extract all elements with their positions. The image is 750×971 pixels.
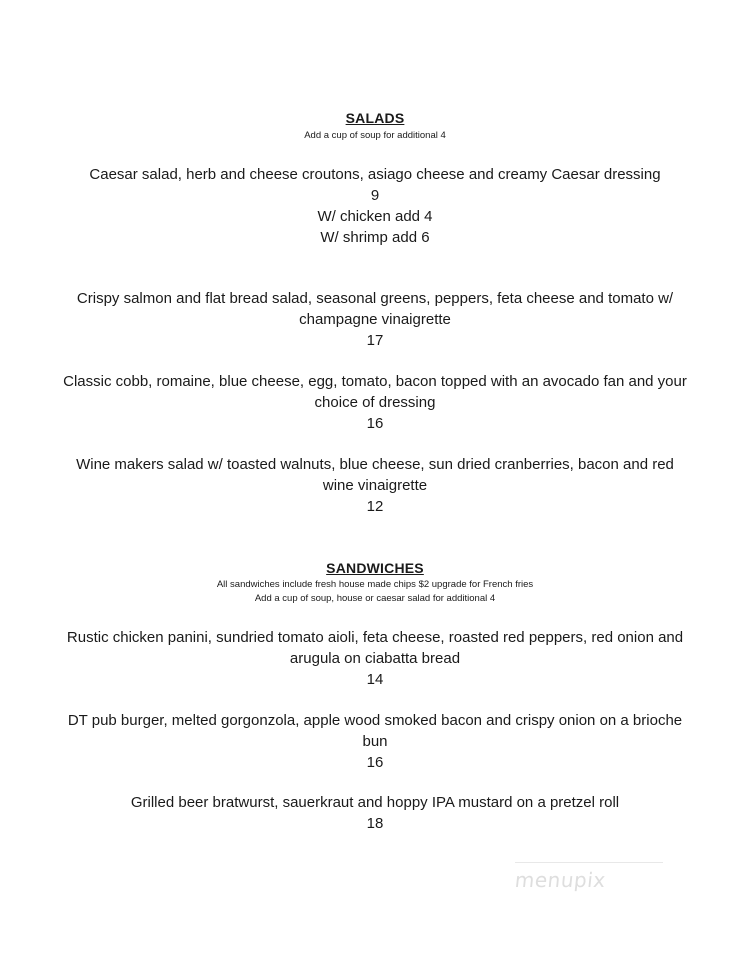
item-price: 16 — [366, 754, 384, 771]
item-price: 14 — [366, 671, 384, 688]
sandwiches-heading: SANDWICHES — [326, 560, 424, 576]
item-description: Wine makers salad w/ toasted walnuts, blue cheese, sun dried cranberries, bacon and red wine vinaigrette — [76, 456, 674, 494]
menu-item-wine-makers-salad — [60, 454, 690, 517]
item-price: 17 — [366, 332, 384, 349]
watermark-divider — [515, 862, 663, 863]
menu-item-pub-burger — [60, 710, 690, 773]
item-price: 9 — [370, 187, 380, 204]
salads-note: Add a cup of soup for additional 4 — [304, 130, 446, 141]
salads-heading: SALADS — [345, 110, 405, 126]
menu-item-caesar-salad — [60, 164, 690, 248]
menu-item-salmon-salad — [60, 288, 690, 351]
sandwiches-note: All sandwiches include fresh house made chips $2 upgrade for French fries — [216, 579, 534, 590]
menu-item-cobb-salad — [60, 371, 690, 434]
watermark-logo-text: menupix — [513, 868, 607, 892]
item-description: Crispy salmon and flat bread salad, seasonal greens, peppers, feta cheese and tomato w/ champagne vinaigrette — [76, 290, 674, 328]
menupix-watermark — [515, 868, 665, 908]
item-price: 12 — [366, 498, 384, 515]
item-description: Grilled beer bratwurst, sauerkraut and hoppy IPA mustard on a pretzel roll — [130, 794, 620, 811]
item-addon: W/ shrimp add 6 — [320, 229, 430, 246]
item-description: Caesar salad, herb and cheese croutons, asiago cheese and creamy Caesar dressing — [89, 166, 661, 183]
item-price: 16 — [366, 415, 384, 432]
item-description: DT pub burger, melted gorgonzola, apple wood smoked bacon and crispy onion on a brioche bun — [67, 712, 683, 750]
menu-item-chicken-panini — [60, 627, 690, 690]
item-description: Classic cobb, romaine, blue cheese, egg, tomato, bacon topped with an avocado fan and your choice of dressing — [63, 373, 687, 411]
item-description: Rustic chicken panini, sundried tomato aioli, feta cheese, roasted red peppers, red onion and arugula on ciabatta bread — [66, 629, 684, 667]
item-price: 18 — [366, 815, 384, 832]
sandwiches-note: Add a cup of soup, house or caesar salad for additional 4 — [254, 593, 496, 604]
menu-item-beer-bratwurst — [60, 792, 690, 834]
item-addon: W/ chicken add 4 — [317, 208, 433, 225]
